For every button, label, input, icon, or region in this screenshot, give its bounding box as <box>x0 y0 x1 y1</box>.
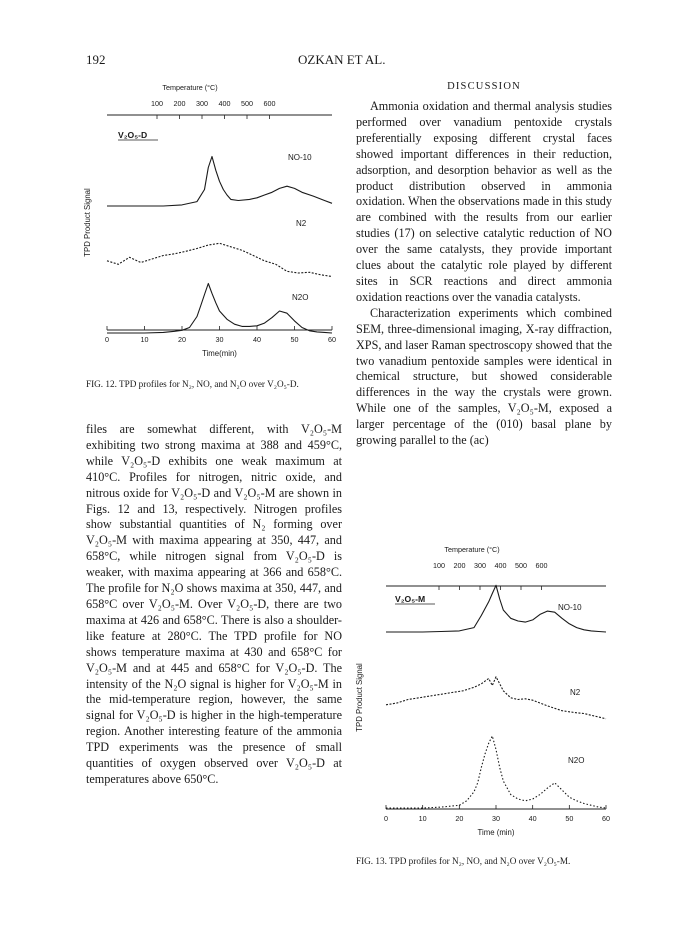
series-label: NO-10 <box>288 153 312 162</box>
series-line-n2 <box>386 677 606 719</box>
x-axis-label: Time(min) <box>202 349 237 358</box>
y-axis-label: TPD Product Signal <box>355 663 364 732</box>
series-line-n2o <box>386 736 606 808</box>
series-label: NO-10 <box>558 603 582 612</box>
series-label: N2O <box>292 293 309 302</box>
time-tick-label: 0 <box>384 814 388 823</box>
time-tick-label: 50 <box>290 335 299 344</box>
left-paragraph: files are somewhat different, with V₂O₅-M exhibiting two strong maxima at 388 and 459°C, while V₂O₅-D exhibits one weak maximum at 410°C. Profiles for nitrogen, nitric oxide, and nitrous oxide for V₂O₅-D and V₂O₅-M are shown in Figs. 12 and 13, respectively. Nitrogen profiles show substantial quantities of N₂ forming over V₂O₅-M with maxima appearing at 350, 447, and 658°C, while nitrogen signal from V₂O₅-D is weaker, with maxima appearing at 366 and 658°C. The profile for N₂O shows maxima at 350, 447, and 658°C over V₂O₅-M. Over V₂O₅-D, there are two maxima at 426 and 658°C. There is also a shoulder-like feature at 280°C. The TPD profile for NO shows temperature maxima at 430 and 658°C for V₂O₅-M and at 445 and 658°C for V₂O₅-D. The intensity of the N₂O signal is higher for V₂O₅-M in the mid-temperature region, however, the same signal for V₂O₅-D is higher in the high-temperature region. Another interesting feature of the ammonia TPD experiments was the presence of small quantities of oxygen observed over V₂O₅-D at temperatures above 650°C. <box>86 422 342 786</box>
temperature-tick-label: 100 <box>151 99 163 108</box>
time-tick-label: 10 <box>418 814 427 823</box>
time-tick-label: 30 <box>492 814 500 823</box>
time-tick-label: 50 <box>565 814 574 823</box>
sample-title: V₂O₅-M <box>395 594 426 604</box>
temperature-axis-label: Temperature (°C) <box>444 545 500 554</box>
figure-13-caption: FIG. 13. TPD profiles for N₂, NO, and N₂O over V₂O₅-M. <box>356 856 571 866</box>
page-number: 192 <box>86 52 106 67</box>
temperature-tick-label: 300 <box>196 99 208 108</box>
left-column-text <box>86 422 342 788</box>
temperature-tick-label: 400 <box>218 99 231 108</box>
series-line-n2 <box>107 243 332 276</box>
time-tick-label: 40 <box>253 335 261 344</box>
temperature-tick-label: 500 <box>515 561 527 570</box>
discussion-paragraph-1: Ammonia oxidation and thermal analysis studies performed over vanadium pentoxide crystals preferentially exposing different crystal faces showed important differences in their reduction, adsorption, and desorption behavior as well as the product distribution observed in ammonia oxidation. When the observations made in this study are combined with the results from our earlier studies (17) on selective catalytic reduction of NO over the same catalysts, they provide important clues about the catalytic role played by different sites in SCR reactions and direct ammonia oxidation reactions over the vanadia catalysts. <box>356 99 612 304</box>
series-label: N2 <box>570 688 581 697</box>
time-tick-label: 0 <box>105 335 109 344</box>
series-line-n2o <box>107 284 332 334</box>
temperature-tick-label: 300 <box>474 561 486 570</box>
section-heading-discussion: DISCUSSION <box>447 81 521 92</box>
temperature-tick-label: 400 <box>494 561 507 570</box>
time-tick-label: 40 <box>528 814 537 823</box>
figure-12-chart <box>80 78 350 374</box>
temperature-tick-label: 500 <box>241 99 253 108</box>
figure-12-caption: FIG. 12. TPD profiles for N₂, NO, and N₂O over V₂O₅-D. <box>86 379 299 389</box>
running-head: OZKAN ET AL. <box>298 52 386 67</box>
time-tick-label: 20 <box>178 335 186 344</box>
y-axis-label: TPD Product Signal <box>83 188 92 257</box>
discussion-paragraph-2: Characterization experiments which combined SEM, three-dimensional imaging, X-ray diffraction, XPS, and laser Raman spectroscopy showed that the two vanadium pentoxide samples were identical in chemical structure, but showed considerable differences in the way the crystals were grown. While one of the samples, V₂O₅-M, exposed a larger percentage of the (010) basal plane by growing parallel to the (ac) <box>356 305 612 448</box>
time-tick-label: 60 <box>602 814 610 823</box>
temperature-tick-label: 600 <box>263 99 276 108</box>
discussion-text <box>356 99 612 449</box>
series-label: N2O <box>568 756 585 765</box>
time-tick-label: 20 <box>455 814 464 823</box>
series-line-no-10 <box>107 157 332 207</box>
sample-title: V₂O₅-D <box>118 130 148 140</box>
time-tick-label: 30 <box>215 335 224 344</box>
figure-13-chart <box>350 540 620 840</box>
series-label: N2 <box>296 219 307 228</box>
x-axis-label: Time (min) <box>477 828 515 837</box>
time-tick-label: 60 <box>328 335 336 344</box>
temperature-tick-label: 200 <box>173 99 186 108</box>
temperature-tick-label: 600 <box>535 561 548 570</box>
time-tick-label: 10 <box>140 335 149 344</box>
temperature-tick-label: 200 <box>453 561 466 570</box>
temperature-axis-label: Temperature (°C) <box>162 83 218 92</box>
temperature-tick-label: 100 <box>433 561 445 570</box>
